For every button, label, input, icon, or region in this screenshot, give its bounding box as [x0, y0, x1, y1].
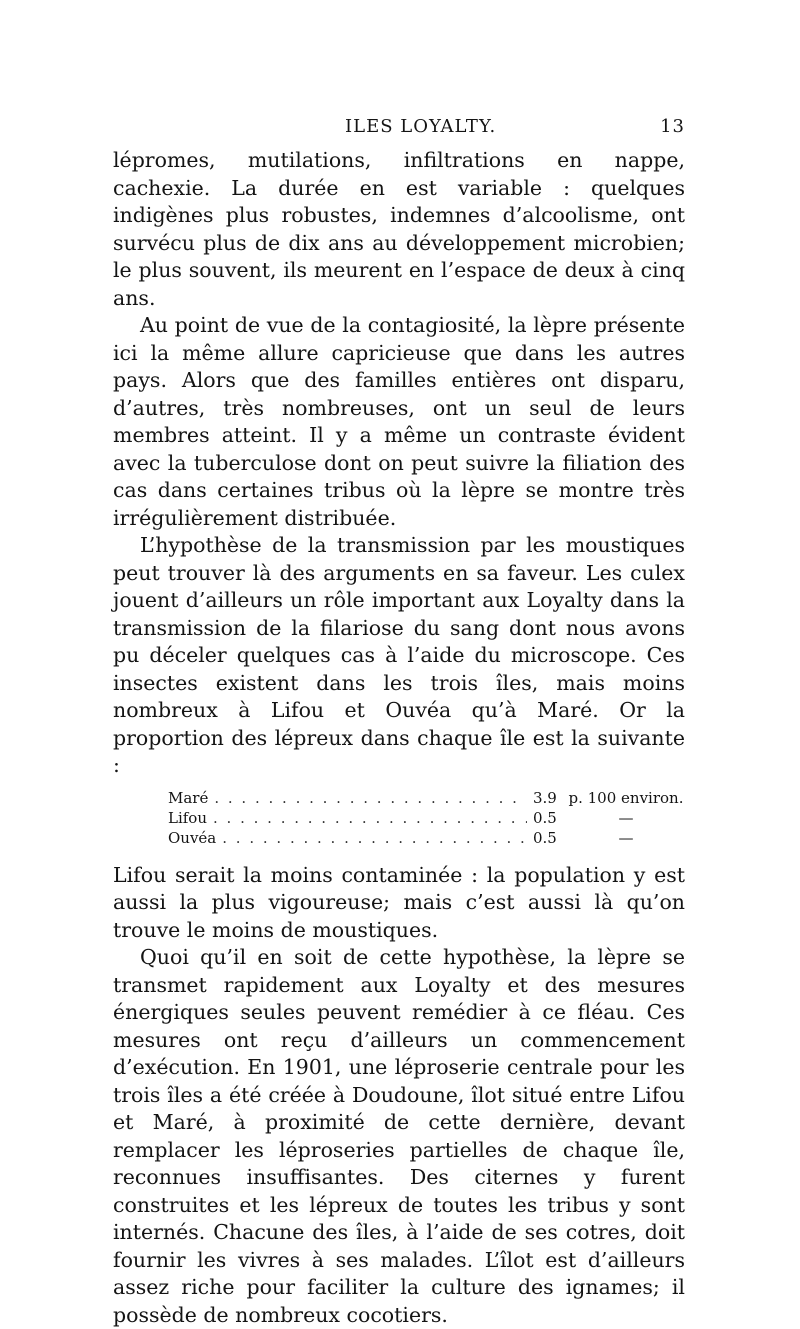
paragraph-5: Quoi qu’il en soit de cette hypothèse, la lèpre se transmet rapidement aux Loyalty et des mesures énergiques seules peuvent remédier à ce fléau. Ces mesures ont reçu d’ailleurs un commencement d’exécution. En 1901, une léproserie centrale pour les trois îles a été créée à Doudoune, îlot situé entre Lifou et Maré, à proximité de cette dernière, devant remplacer les léproseries partielles de chaque île, reconnues insuffisantes. Des citernes y furent construites et les lépreux de toutes les tribus y sont internés. Chacune des îles, à l’aide de ses cotres, doit fournir les vivres à ses malades. L’îlot est d’ailleurs assez riche pour faciliter la culture des ignames; il possède de nombreux cocotiers.	[113, 945, 685, 1327]
paragraph-2: Au point de vue de la contagiosité, la lèpre présente ici la même allure capricieuse que dans les autres pays. Alors que des familles entières ont disparu, d’autres, très nombreuses, ont un seul de leurs membres atteint. Il y a même un contraste évident avec la tuberculose dont on peut suivre la filiation des cas dans certaines tribus où la lèpre se montre très irrégulièrement distribuée.	[113, 313, 685, 530]
running-header	[113, 116, 685, 140]
table-row-ouvea	[168, 828, 685, 848]
proportion-unit: —	[618, 808, 634, 827]
proportion-value: 3.9	[533, 788, 557, 807]
running-title: ILES LOYALTY.	[345, 116, 497, 137]
paragraph-1: lépromes, mutilations, infiltrations en nappe, cachexie. La durée en est variable : quelques indigènes plus robustes, indemnes d’alcoolisme, ont survécu plus de dix ans au développement microbien; le plus souvent, ils meurent en l’espace de deux à cinq ans.	[113, 148, 685, 310]
table-row-lifou	[168, 808, 685, 828]
island-name: Maré	[168, 788, 209, 807]
dot-leader	[214, 788, 527, 808]
island-name: Lifou	[168, 808, 208, 827]
page-number: 13	[660, 116, 685, 137]
island-name: Ouvéa	[168, 828, 217, 847]
paragraph-4: Lifou serait la moins contaminée : la population y est aussi la plus vigoureuse; mais c’est aussi là qu’on trouve le moins de moustiques.	[113, 862, 685, 942]
proportion-unit: p. 100 environ.	[568, 788, 684, 807]
proportion-unit: —	[618, 828, 634, 847]
dot-leader	[213, 808, 527, 828]
dot-leader	[222, 828, 527, 848]
proportion-value: 0.5	[533, 828, 557, 847]
page-body	[113, 147, 685, 1329]
proportion-value: 0.5	[533, 808, 557, 827]
paragraph-3: L’hypothèse de la transmission par les moustiques peut trouver là des arguments en sa faveur. Les culex jouent d’ailleurs un rôle important aux Loyalty dans la transmission de la filariose du sang dont nous avons pu déceler quelques cas à l’aide du microscope. Ces insectes existent dans les trois îles, mais moins nombreux à Lifou et Ouvéa qu’à Maré. Or la proportion des lépreux dans chaque île est la suivante :	[113, 533, 685, 777]
leprosy-proportion-table	[168, 788, 685, 848]
table-row-mare	[168, 788, 685, 808]
